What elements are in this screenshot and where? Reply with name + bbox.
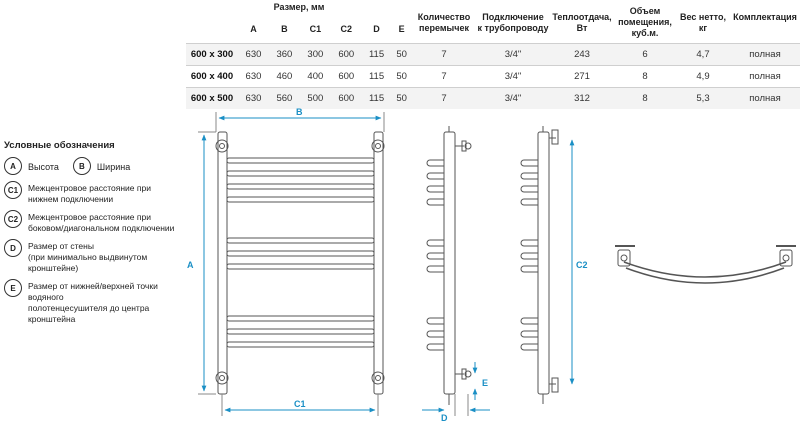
e-badge: E [4, 279, 22, 297]
cell-kit: полная [730, 44, 800, 66]
cell-C2: 600 [331, 88, 362, 110]
side-rungs-2 [521, 160, 538, 350]
label-b: B [296, 107, 303, 117]
col-C2-header: C2 [340, 23, 353, 34]
conn-header: Подключение к трубопроводу [477, 11, 549, 33]
cell-B: 460 [269, 66, 300, 88]
label-d: D [441, 413, 448, 423]
cell-weight: 5,3 [676, 88, 730, 110]
c2-description: Межцентровое расстояние при боковом/диагональном подключении [28, 212, 175, 233]
cell-E: 50 [391, 88, 412, 110]
e-description: Размер от нижней/верхней точки водяного полотенцесушителя до центра кронштейна [28, 281, 158, 324]
side-view-side-connection [521, 126, 558, 404]
cell-B: 360 [269, 44, 300, 66]
a-label: Высота [28, 161, 59, 172]
left-riser [218, 132, 227, 394]
cell-D: 115 [362, 44, 392, 66]
c1-description: Межцентровое расстояние при нижнем подключении [28, 183, 151, 204]
cell-heat: 271 [550, 66, 614, 88]
front-rungs [227, 158, 374, 347]
col-C1-header: C1 [309, 23, 322, 34]
cell-D: 115 [362, 66, 392, 88]
cell-D: 115 [362, 88, 392, 110]
cell-C1: 400 [300, 66, 331, 88]
cell-kit: полная [730, 88, 800, 110]
cell-conn: 3/4" [476, 66, 550, 88]
cell-A: 630 [238, 44, 269, 66]
cell-vol: 8 [614, 88, 676, 110]
cell-E: 50 [391, 66, 412, 88]
front-view [216, 132, 384, 394]
cell-kit: полная [730, 66, 800, 88]
vol-header: Объем помещения, куб.м. [618, 6, 672, 38]
cell-C2: 600 [331, 44, 362, 66]
cell-weight: 4,9 [676, 66, 730, 88]
cell-C1: 300 [300, 44, 331, 66]
cell-heat: 312 [550, 88, 614, 110]
cell-C2: 600 [331, 66, 362, 88]
heat-header: Теплоотдача, Вт [552, 11, 612, 33]
cell-C1: 500 [300, 88, 331, 110]
cell-count: 7 [412, 88, 476, 110]
cell-B: 560 [269, 88, 300, 110]
count-header: Количество перемычек [417, 11, 471, 33]
side-view-bottom-connection [427, 126, 471, 405]
c1-badge: C1 [4, 181, 22, 199]
cell-vol: 8 [614, 66, 676, 88]
c2-badge: C2 [4, 210, 22, 228]
cell-weight: 4,7 [676, 44, 730, 66]
weight-header: Вес нетто, кг [680, 11, 726, 33]
col-A-header: A [250, 23, 257, 34]
model-cell: 600 х 500 [186, 88, 238, 110]
right-riser [374, 132, 383, 394]
dimension-labels [187, 107, 588, 423]
model-cell: 600 х 300 [186, 44, 238, 66]
b-label: Ширина [96, 161, 131, 172]
label-c1: C1 [294, 399, 306, 409]
label-c2: C2 [576, 260, 588, 270]
legend-title: Условные обозначения [4, 140, 115, 151]
d-description: Размер от стены (при минимально выдвинутом кронштейне) [28, 241, 148, 273]
b-badge: B [73, 157, 91, 175]
cell-E: 50 [391, 44, 412, 66]
d-badge: D [4, 239, 22, 257]
cell-conn: 3/4" [476, 88, 550, 110]
model-cell: 600 х 400 [186, 66, 238, 88]
cell-count: 7 [412, 44, 476, 66]
cell-count: 7 [412, 66, 476, 88]
kit-header: Комплектация [733, 12, 797, 22]
cell-A: 630 [238, 66, 269, 88]
label-a: A [187, 260, 194, 270]
col-E-header: E [398, 23, 405, 34]
size-header: Размер, мм [273, 2, 325, 12]
a-badge: A [4, 157, 22, 175]
cell-conn: 3/4" [476, 44, 550, 66]
cell-vol: 6 [614, 44, 676, 66]
label-e: E [482, 378, 489, 388]
cell-heat: 243 [550, 44, 614, 66]
col-D-header: D [373, 23, 380, 34]
side-rungs-1 [427, 160, 444, 350]
col-B-header: B [281, 23, 288, 34]
top-view [615, 246, 796, 283]
cell-A: 630 [238, 88, 269, 110]
